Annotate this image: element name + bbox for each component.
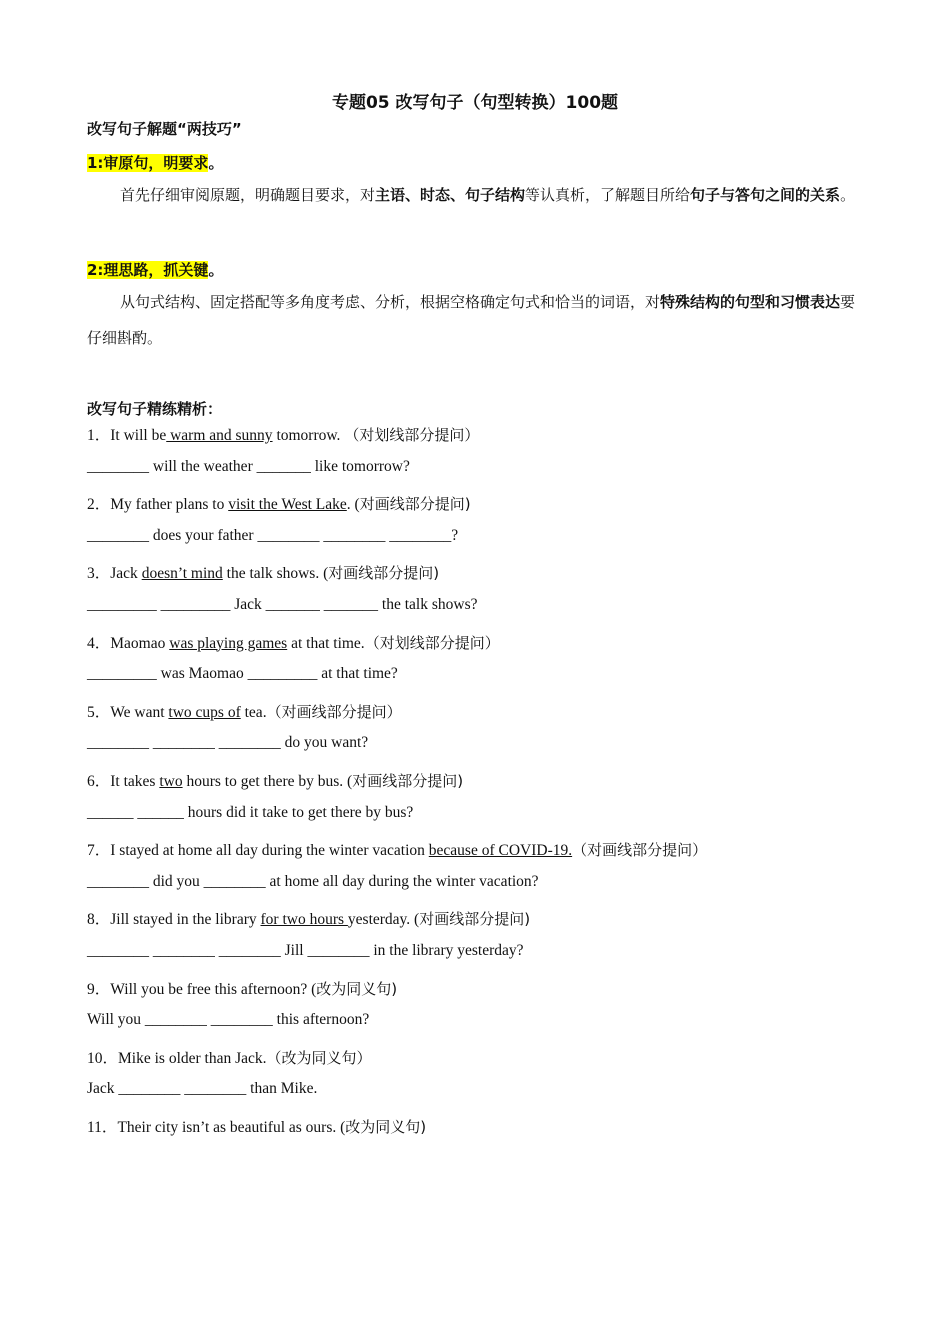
tip1-bold1: 主语、时态、句子结构 bbox=[375, 186, 526, 204]
question-instruction: 改为同义句) bbox=[316, 979, 398, 998]
tip2-heading-tail: 。 bbox=[208, 261, 224, 279]
question-underlined: warm and sunny bbox=[166, 427, 273, 444]
question-underlined: two bbox=[159, 773, 183, 790]
question-text: We want bbox=[110, 703, 169, 721]
question-number: 10． bbox=[87, 1049, 119, 1067]
question-instruction: （对划线部分提问） bbox=[364, 633, 500, 652]
practice-heading: 改写句子精练精析： bbox=[87, 400, 223, 418]
question-underlined: because of COVID-19. bbox=[428, 842, 573, 860]
question-11 bbox=[87, 1115, 426, 1137]
answer-line-10: Jack ________ ________ than Mike. bbox=[87, 1080, 318, 1098]
answer-line-6: ______ ______ hours did it take to get there by bus? bbox=[87, 803, 414, 821]
question-10 bbox=[87, 1046, 372, 1068]
question-instruction: 对画线部分提问) bbox=[359, 495, 471, 514]
answer-line-7: ________ did you ________ at home all day during the winter vacation? bbox=[87, 872, 539, 890]
question-text: Mike is older than Jack. bbox=[118, 1049, 267, 1067]
question-instruction: 改为同义句) bbox=[345, 1118, 427, 1136]
tip2-p2: 要仔细斟酌。 bbox=[87, 293, 856, 347]
question-number: 1． bbox=[87, 427, 111, 444]
question-instruction: 对画线部分提问) bbox=[328, 564, 440, 583]
question-9 bbox=[87, 977, 397, 999]
question-text-tail: hours to get there by bus. ( bbox=[182, 773, 353, 790]
answer-line-5: ________ ________ ________ do you want? bbox=[87, 734, 369, 752]
question-6 bbox=[87, 769, 463, 791]
question-2 bbox=[87, 492, 471, 514]
answer-line-3: _________ _________ Jack _______ _______ the talk shows? bbox=[87, 595, 478, 613]
intro-heading: 改写句子解题“两技巧” bbox=[87, 120, 242, 138]
question-text-tail: yesterday. ( bbox=[347, 911, 420, 929]
question-text: It takes bbox=[110, 773, 160, 790]
question-instruction: （对画线部分提问） bbox=[266, 702, 402, 721]
tip1-paragraph bbox=[87, 177, 867, 213]
question-1 bbox=[87, 423, 479, 445]
question-text: Maomao bbox=[110, 634, 170, 652]
question-number: 8． bbox=[87, 911, 111, 929]
question-underlined: was playing games bbox=[169, 634, 288, 652]
question-text: Jill stayed in the library bbox=[110, 911, 261, 929]
question-5 bbox=[87, 700, 402, 722]
tip1-p3: 。 bbox=[840, 186, 856, 204]
tip2-heading bbox=[87, 259, 223, 280]
question-underlined: visit the West Lake bbox=[228, 496, 347, 514]
question-underlined: two cups of bbox=[168, 703, 241, 721]
question-text: Will you be free this afternoon? ( bbox=[110, 980, 317, 998]
question-text: It will be bbox=[110, 427, 167, 444]
answer-line-4: _________ was Maomao _________ at that time? bbox=[87, 665, 398, 683]
answer-line-2: ________ does your father ________ ________ ________? bbox=[87, 526, 459, 544]
question-number: 3． bbox=[87, 565, 111, 583]
question-text-tail: tomorrow. bbox=[272, 427, 345, 444]
question-number: 7． bbox=[87, 842, 111, 860]
tip2-bold1: 特殊结构的句型和习惯表达 bbox=[660, 293, 841, 311]
answer-line-9: Will you ________ ________ this afternoon? bbox=[87, 1011, 370, 1029]
tip2-paragraph bbox=[87, 284, 867, 356]
question-instruction: （改为同义句） bbox=[266, 1048, 372, 1067]
question-instruction: 对画线部分提问) bbox=[419, 910, 531, 929]
question-text-tail: . ( bbox=[346, 496, 360, 514]
question-8 bbox=[87, 907, 530, 929]
question-instruction: 对画线部分提问) bbox=[352, 772, 464, 790]
question-number: 9． bbox=[87, 980, 111, 998]
question-text-tail: the talk shows. ( bbox=[222, 565, 329, 583]
question-text-tail: tea. bbox=[240, 703, 267, 721]
question-underlined: doesn’t mind bbox=[141, 565, 223, 583]
question-text-tail: at that time. bbox=[287, 634, 365, 652]
question-4 bbox=[87, 631, 500, 653]
question-number: 11． bbox=[87, 1119, 118, 1136]
question-number: 2． bbox=[87, 496, 111, 514]
question-text: I stayed at home all day during the winter vacation bbox=[110, 842, 429, 860]
question-7 bbox=[87, 838, 707, 860]
tip1-heading bbox=[87, 152, 223, 173]
tip1-bold2: 句子与答句之间的关系 bbox=[690, 186, 841, 204]
question-instruction: （对划线部分提问） bbox=[344, 426, 480, 444]
question-text: Their city isn’t as beautiful as ours. ( bbox=[117, 1119, 346, 1136]
answer-line-8: ________ ________ ________ Jill ________ in the library yesterday? bbox=[87, 941, 524, 959]
tip2-p1: 从句式结构、固定搭配等多角度考虑、分析，根据空格确定句式和恰当的词语，对 bbox=[120, 293, 661, 311]
question-instruction: （对画线部分提问） bbox=[572, 841, 708, 860]
answer-line-1: ________ will the weather _______ like tomorrow? bbox=[87, 457, 410, 475]
question-text: My father plans to bbox=[110, 496, 229, 514]
tip2-heading-text: 2:理思路，抓关键 bbox=[87, 261, 209, 279]
tip1-p2: 等认真析，了解题目所给 bbox=[525, 186, 691, 204]
question-number: 4． bbox=[87, 634, 111, 652]
tip1-heading-tail: 。 bbox=[208, 154, 224, 172]
question-text: Jack bbox=[110, 565, 142, 583]
tip1-heading-text: 1:审原句，明要求 bbox=[87, 154, 209, 172]
question-number: 5． bbox=[87, 703, 111, 721]
question-3 bbox=[87, 561, 439, 583]
tip1-p1: 首先仔细审阅原题，明确题目要求，对 bbox=[120, 186, 376, 204]
question-number: 6． bbox=[87, 773, 111, 790]
question-underlined: for two hours bbox=[260, 911, 348, 929]
page-title: 专题05 改写句子（句型转换）100题 bbox=[331, 93, 619, 113]
